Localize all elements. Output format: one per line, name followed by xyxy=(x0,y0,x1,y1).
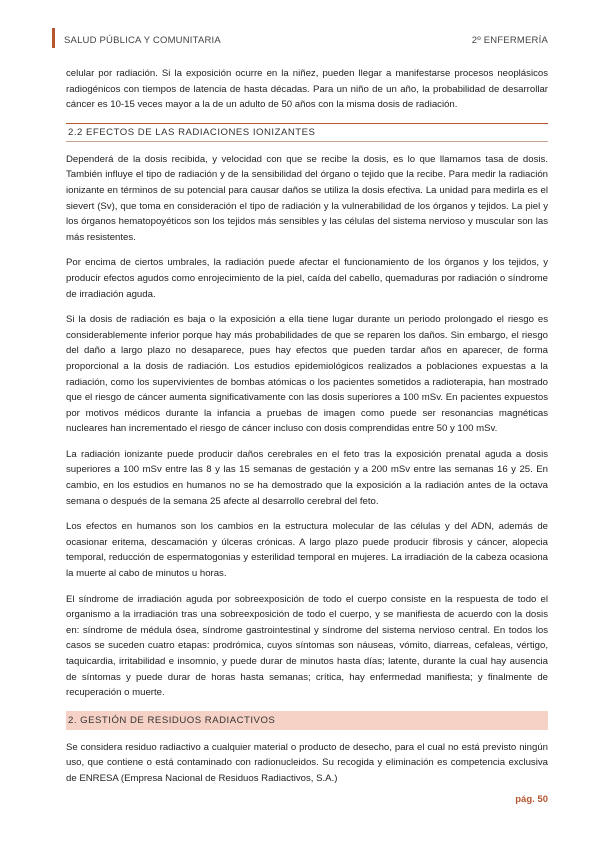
header-course-title: SALUD PÚBLICA Y COMUNITARIA xyxy=(64,35,221,46)
page-number: pág. 50 xyxy=(515,794,548,805)
paragraph: Los efectos en humanos son los cambios en la estructura molecular de las células y del ADN, además de ocasionar eritema, descamación y úlceras crónicas. A largo plazo puede producir fibrosis y cáncer, alopecia temporal, reducción de espermatogonias y esterilidad temporal en mujeres. La irradiación de la cabeza ocasiona la muerte al cabo de minutos u horas. xyxy=(66,521,548,580)
paragraph-continued: celular por radiación. Si la exposición ocurre en la niñez, pueden llegar a manifestarse procesos neoplásicos radiogénicos con tiempos de latencia de hasta décadas. Para un niño de un año, la probabilidad de desarrollar cáncer es 10-15 veces mayor a la de un adulto de 50 años con la misma dosis de radiación. xyxy=(66,68,548,111)
paragraph: La radiación ionizante puede producir daños cerebrales en el feto tras la exposición prenatal aguda a dosis superiores a 100 mSv entre las 8 y las 15 semanas de gestación y a 200 mSv entre las semanas 16 y 25. En cambio, en los estudios en humanos no se ha demostrado que la exposición a la radiación antes de la octava semana o después de la semana 25 afecte al desarrollo cerebral del feto. xyxy=(66,448,548,507)
section-heading-waste: 2. GESTIÓN DE RESIDUOS RADIACTIVOS xyxy=(66,711,548,730)
page-header xyxy=(52,28,548,50)
paragraph: Dependerá de la dosis recibida, y velocidad con que se recibe la dosis, es lo que llamamos tasa de dosis. También influye el tipo de radiación y de la sensibilidad del órgano o tejido que la recibe. Para medir la radiación ionizante en términos de su potencial para causar daños se utiliza la dosis efectiva. La unidad para medirla es el sievert (Sv), que toma en consideración el tipo de radiación y la vulnerabilidad de los órganos y tejidos. La piel y los órganos hematopoyéticos son los tejidos más sensibles y las células del sistema nervioso y muscular son las más resistentes. xyxy=(66,153,548,243)
paragraph: Se considera residuo radiactivo a cualquier material o producto de desecho, para el cual no está previsto ningún uso, que contiene o está contaminado con radionucleidos. Su recogida y eliminación es competencia exclusiva de ENRESA (Empresa Nacional de Residuos Radiactivos, S.A.) xyxy=(66,741,548,784)
paragraph: Por encima de ciertos umbrales, la radiación puede afectar el funcionamiento de los órganos y los tejidos, y producir efectos agudos como enrojecimiento de la piel, caída del cabello, quemaduras por radiación o síndrome de irradiación aguda. xyxy=(66,257,548,300)
document-body xyxy=(66,66,548,797)
section-heading-effects: 2.2 EFECTOS DE LAS RADIACIONES IONIZANTES xyxy=(66,123,548,142)
header-accent-bar xyxy=(52,28,55,48)
paragraph: El síndrome de irradiación aguda por sobreexposición de todo el cuerpo consiste en la respuesta de todo el organismo a la irradiación tras una sobreexposición de todo el cuerpo, y se manifiesta de acuerdo con la dosis en: síndrome de médula ósea, síndrome gastrointestinal y síndrome del sistema nervioso central. En todos los casos se suceden cuatro etapas: prodrómica, cuyos síntomas son náuseas, vómito, diarreas, cefaleas, vértigo, taquicardia, irritabilidad e insomnio, y puede durar de minutos hasta días; latente, durante la cual hay ausencia de síntomas y puede durar de horas hasta semanas; crítica, hay enfermedad manifiesta; y finalmente de recuperación o muerte. xyxy=(66,593,548,699)
paragraph: Si la dosis de radiación es baja o la exposición a ella tiene lugar durante un periodo prolongado el riesgo es considerablemente inferior porque hay más probabilidades de que se reparen los daños. Sin embargo, el riesgo del daño a largo plazo no desaparece, pues hay efectos que pueden tardar años en aparecer, de forma proporcional a la dosis de radiación. Los estudios epidemiológicos realizados a poblaciones expuestas a la radiación, como los supervivientes de bombas atómicas o los pacientes sometidos a radioterapia, han mostrado que el riesgo de cáncer aumenta significativamente con las dosis superiores a 100 mSv. En pacientes expuestos por motivos médicos durante la infancia a pruebas de imagen como puede ser resonancias magnéticas nucleares han incrementado el riesgo de cáncer incluso con dosis comprendidas entre 50 y 100 mSv. xyxy=(66,314,548,435)
header-course-year: 2º ENFERMERÍA xyxy=(471,35,548,46)
